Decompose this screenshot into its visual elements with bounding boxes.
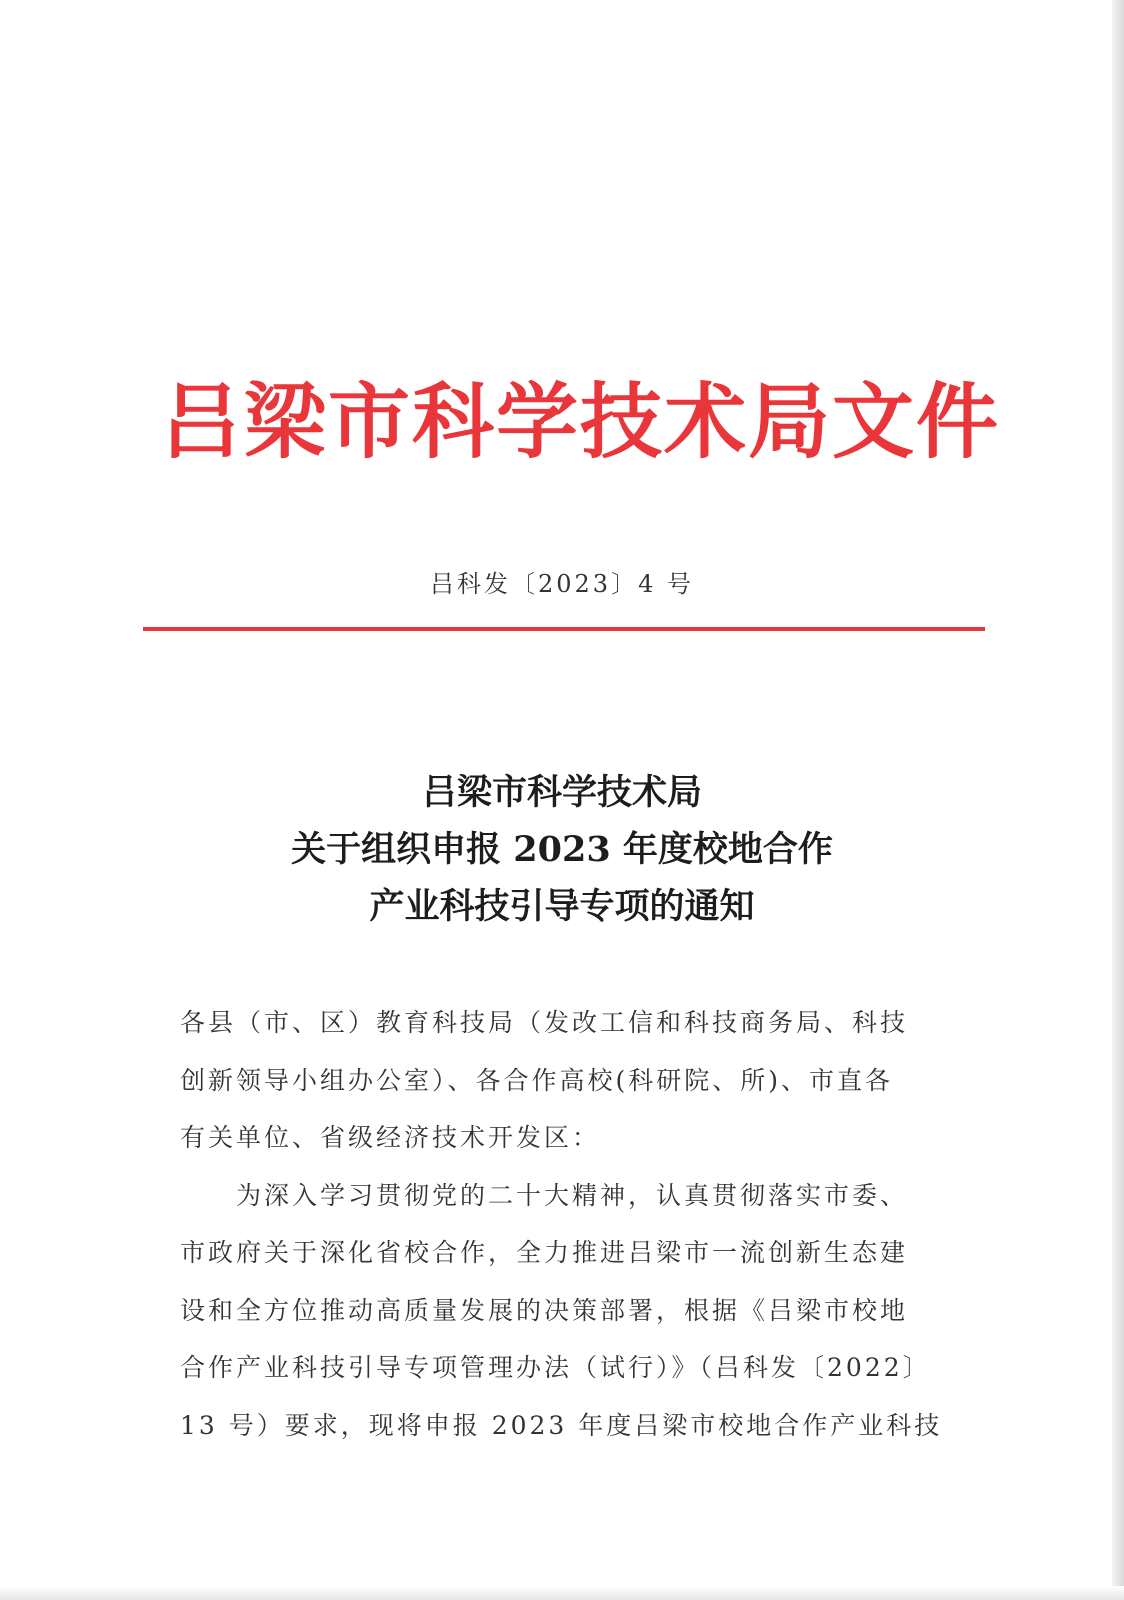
document-title [0,764,1124,935]
body-line-5: 市政府关于深化省校合作，全力推进吕梁市一流创新生态建 [180,1238,909,1267]
red-separator-line [143,627,985,631]
body-line-8: 13 号）要求，现将申报 2023 年度吕梁市校地合作产业科技 [180,1410,943,1440]
body-line-4: 为深入学习贯彻党的二十大精神，认真贯彻落实市委、 [236,1180,909,1210]
body-line-2: 创新领导小组办公室）、各合作高校(科研院、所)、市直各 [180,1065,894,1095]
document-number: 吕科发〔2023〕4 号 [430,570,694,598]
document-masthead: 吕梁市科学技术局文件 [160,375,1001,470]
page-bottom-shadow [0,1586,1124,1600]
document-body [180,994,956,1454]
body-line-1: 各县（市、区）教育科技局（发改工信和科技商务局、科技 [180,1008,909,1037]
body-line-7: 合作产业科技引导专项管理办法（试行）》（吕科发〔2022〕 [180,1353,931,1382]
title-line-3: 产业科技引导专项的通知 [369,886,755,927]
title-line-2: 关于组织申报 2023 年度校地合作 [291,829,833,870]
title-line-1: 吕梁市科学技术局 [421,772,702,813]
page-edge-shadow [1112,0,1124,1600]
body-line-3: 有关单位、省级经济技术开发区： [180,1123,601,1152]
body-line-6: 设和全方位推动高质量发展的决策部署，根据《吕梁市校地 [180,1295,909,1325]
